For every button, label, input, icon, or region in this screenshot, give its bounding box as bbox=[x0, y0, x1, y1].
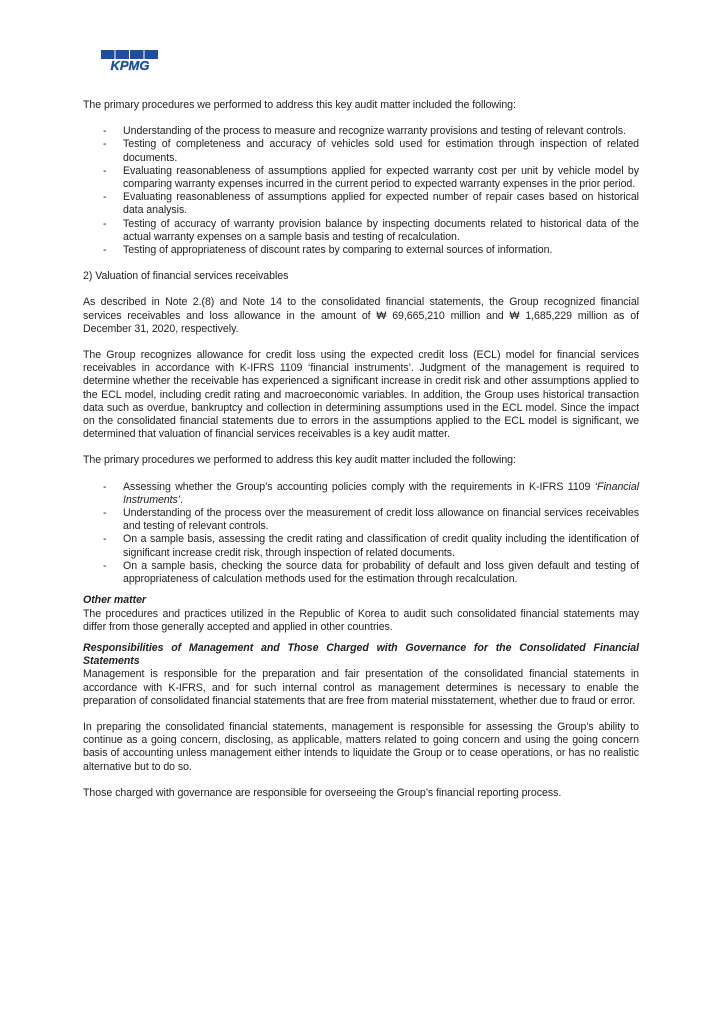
kam2-intro: The primary procedures we performed to address this key audit matter included the following: bbox=[83, 454, 516, 467]
responsibilities-paragraph-2: In preparing the consolidated financial statements, management is responsible for assessing the Group’s ability to continue as a going concern, disclosing, as applicable, matters related to going concern and using the going concern basis of accounting unless management either intends to liquidate the Group or to cease operations, or has no realistic alternative but to do so. bbox=[83, 720, 639, 773]
report-body bbox=[83, 99, 639, 800]
list-item: - Understanding of the process to measure and recognize warranty provisions and testing of relevant controls. bbox=[103, 125, 626, 138]
kam2-procedure-list bbox=[83, 481, 639, 587]
kam2-paragraph-2: The Group recognizes allowance for credit loss using the expected credit loss (ECL) model for financial services receivables in accordance with K-IFRS 1109 ‘financial instruments’. Judgment of the management is required to determine whether the receivable has experienced a significant increase in credit risk and other assumptions applied to the ECL model, including credit rating and macroeconomic variables. In addition, the Group uses historical transaction data such as overdue, bankruptcy and collection in determining assumptions used in the ECL model. Since the impact on the consolidated financial statements due to errors in the assumptions applied to the ECL model is significant, we determined that valuation of financial services receivables is a key audit matter. bbox=[83, 349, 639, 441]
bullet-dash: - bbox=[103, 125, 107, 138]
kam1-procedure-list bbox=[83, 125, 639, 257]
list-item: - Assessing whether the Group’s accounting policies comply with the requirements in K-IFRS 1109 ‘Financial Instruments’. bbox=[103, 480, 639, 506]
list-item: - Evaluating reasonableness of assumptions applied for expected warranty cost per unit by vehicle model by comparing warranty expenses incurred in the current period to expected warranty expenses in the prior period. bbox=[103, 164, 639, 191]
kam2-paragraph-1: As described in Note 2.(8) and Note 14 to the consolidated financial statements, the Group recognized financial services receivables and loss allowance in the amount of ₩ 69,665,210 million and ₩ 1,685,229 million as of December 31, 2020, respectively. bbox=[83, 296, 639, 335]
bullet-dash: - bbox=[103, 164, 107, 177]
list-item: - Understanding of the process over the measurement of credit loss allowance on financial services receivables and testing of relevant controls. bbox=[103, 507, 639, 533]
bullet-dash: - bbox=[103, 217, 107, 230]
list-item: - Testing of appropriateness of discount rates by comparing to external sources of information. bbox=[103, 244, 553, 257]
responsibilities-heading: Responsibilities of Management and Those Charged with Governance for the Consolidated Financial Statements bbox=[83, 641, 639, 668]
list-item: - Testing of accuracy of warranty provision balance by inspecting documents related to historical data of the actual warranty expenses on a sample basis and testing of recalculation. bbox=[103, 217, 639, 243]
kpmg-logo-mark bbox=[101, 50, 159, 72]
kam2-title: 2) Valuation of financial services receivables bbox=[83, 270, 289, 283]
logo-text: KPMG bbox=[110, 58, 150, 72]
responsibilities-paragraph-3: Those charged with governance are responsible for overseeing the Group’s financial reporting process. bbox=[83, 786, 562, 799]
other-matter-text: The procedures and practices utilized in the Republic of Korea to audit such consolidated financial statements may differ from those generally accepted and applied in other countries. bbox=[83, 607, 639, 633]
responsibilities-paragraph-1: Management is responsible for the preparation and fair presentation of the consolidated financial statements in accordance with K-IFRS, and for such internal control as management determines is necessary to enable the preparation of consolidated financial statements that are free from material misstatement, whether due to fraud or error. bbox=[83, 668, 639, 707]
list-item: - Evaluating reasonableness of assumptions applied for expected number of repair cases based on historical data analysis. bbox=[103, 191, 639, 217]
kpmg-logo bbox=[101, 50, 159, 72]
bullet-dash: - bbox=[103, 244, 107, 257]
bullet-dash: - bbox=[103, 559, 107, 572]
bullet-dash: - bbox=[103, 138, 107, 151]
list-item: - Testing of completeness and accuracy of vehicles sold used for estimation through inspection of related documents. bbox=[103, 138, 639, 164]
bullet-dash: - bbox=[103, 191, 107, 204]
list-item: - On a sample basis, checking the source data for probability of default and loss given default and testing of appropriateness of calculation methods used for the estimation through recalculation. bbox=[103, 559, 639, 586]
bullet-dash: - bbox=[103, 507, 107, 520]
bullet-dash: - bbox=[103, 533, 107, 546]
list-item: - On a sample basis, assessing the credit rating and classification of credit quality including the identification of significant increase credit risk, through inspection of related documents. bbox=[103, 533, 639, 559]
other-matter-heading: Other matter bbox=[83, 594, 146, 607]
bullet-dash: - bbox=[103, 480, 107, 493]
kam1-intro: The primary procedures we performed to address this key audit matter included the following: bbox=[83, 99, 516, 111]
